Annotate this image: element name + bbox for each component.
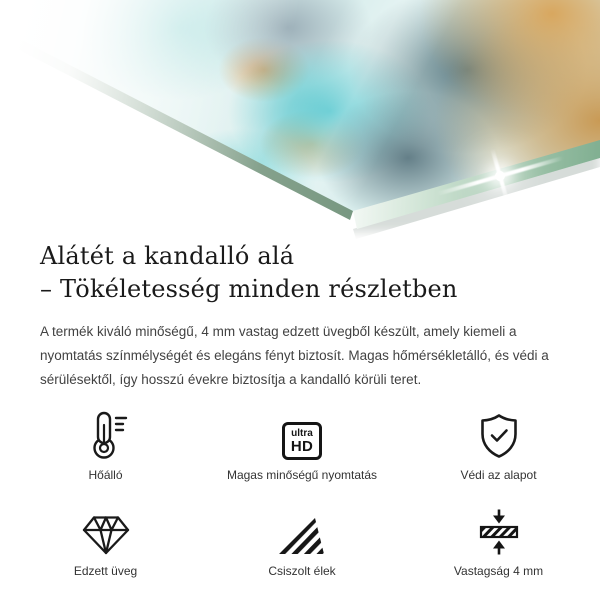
feature-label: Edzett üveg	[73, 564, 138, 578]
polished-edges-icon	[278, 506, 326, 556]
page-title	[40, 240, 564, 306]
feature-label: Vastagság 4 mm	[453, 564, 544, 578]
ultra-hd-icon	[282, 410, 322, 460]
feature-label: Hőálló	[88, 468, 123, 482]
product-image	[0, 0, 600, 232]
ultra-hd-badge-bottom: HD	[290, 438, 314, 455]
shield-check-icon	[476, 410, 522, 460]
feature-label: Magas minőségű nyomtatás	[226, 468, 378, 482]
feature-hd-print	[171, 410, 433, 482]
diamond-icon	[80, 506, 132, 556]
feature-heat-resistant	[40, 410, 171, 482]
feature-tempered-glass	[40, 506, 171, 578]
features-grid	[40, 410, 564, 578]
title-line-1: Alátét a kandalló alá	[40, 242, 295, 270]
thermometer-icon	[84, 410, 128, 460]
content-block	[40, 232, 564, 578]
feature-label: Csiszolt élek	[268, 564, 336, 578]
feature-thickness	[433, 506, 564, 578]
title-line-2: – Tökéletesség minden részletben	[40, 275, 458, 303]
glass-panel-artwork	[0, 0, 600, 232]
feature-polished-edges	[171, 506, 433, 578]
feature-protects-base	[433, 410, 564, 482]
feature-label: Védi az alapot	[460, 468, 537, 482]
ultra-hd-badge-top: ultra	[291, 428, 313, 439]
product-description: A termék kiváló minőségű, 4 mm vastag edzett üvegből készült, amely kiemeli a nyomtatás színmélységét és elegáns fényt biztosít. Magas hőmérsékletálló, és védi a sérülésektől, így hosszú évekre biztosítja a kandalló körüli teret.	[40, 324, 549, 387]
thickness-arrows-icon	[476, 506, 522, 556]
